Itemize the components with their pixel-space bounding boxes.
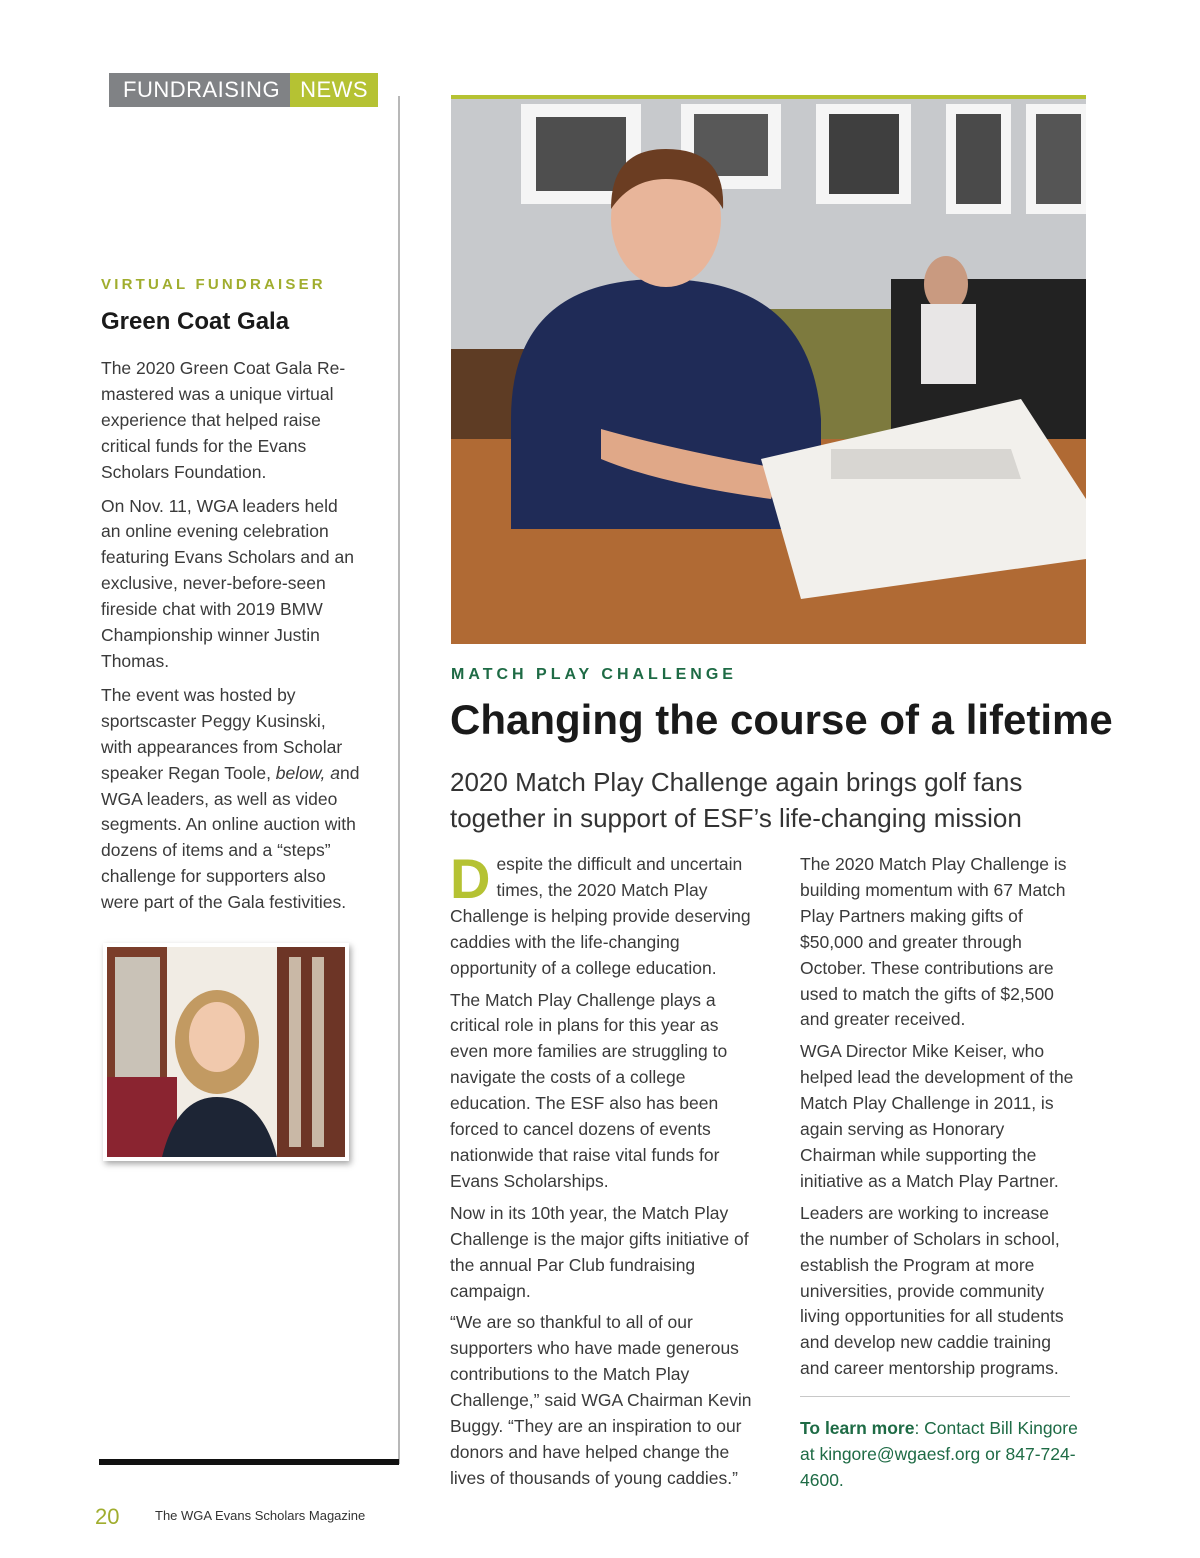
- main-photo: [451, 95, 1086, 644]
- article-paragraph: The Match Play Challenge plays a critical role in plans for this year as even more families are struggling to navigate the costs of a college education. The ESF also has been forced to cancel dozens of events nationwide that raise vital funds for Evans Scholarships.: [450, 989, 728, 1191]
- section-tag: [109, 73, 378, 107]
- sidebar-text: The event was hosted by sportscaster Peggy Kusinski, with appearances from Scholar speaker Regan Toole,: [101, 684, 343, 783]
- section-label: FUNDRAISING: [109, 73, 290, 107]
- article-column-2: [800, 852, 1075, 1388]
- learn-more-contact: : Contact Bill Kingore at kingore@wgaesf.org or 847-724-4600.: [800, 1418, 1078, 1490]
- sidebar-paragraph: On Nov. 11, WGA leaders held an online evening celebration featuring Evans Scholars and an exclusive, never-before-seen fireside chat with 2019 BMW Championship winner Justin Thomas.: [101, 495, 354, 671]
- article-paragraph: “We are so thankful to all of our supporters who have made generous contributions to the Match Play Challenge,” said WGA Chairman Kevin Buggy. “They are an inspiration to our donors and have helped change the lives of thousands of young caddies.”: [450, 1312, 752, 1488]
- sidebar-title: Green Coat Gala: [101, 308, 290, 335]
- article-paragraph: Now in its 10th year, the Match Play Challenge is the major gifts initiative of the annual Par Club fundraising campaign.: [450, 1202, 749, 1301]
- sidebar-text: nd WGA leaders, as well as video segments. An online auction with dozens of items and a “steps” challenge for supporters also were part of the Gala festivities.: [101, 762, 360, 913]
- article-paragraph: WGA Director Mike Keiser, who helped lead the development of the Match Play Challenge in 2011, is again serving as Honorary Chairman while supporting the initiative as a Match Play Partner.: [800, 1041, 1074, 1191]
- sidebar-paragraph: The 2020 Green Coat Gala Re-mastered was a unique virtual experience that helped raise critical funds for the Evans Scholars Foundation.: [101, 358, 346, 482]
- sidebar-body: [101, 356, 361, 924]
- section-sublabel: NEWS: [290, 73, 378, 107]
- drop-cap: D: [450, 847, 491, 910]
- learn-more-divider: [800, 1396, 1070, 1397]
- column-divider: [398, 96, 400, 1464]
- article-paragraph: Leaders are working to increase the number of Scholars in school, establish the Program at more universities, provide community living opportunities for all students and develop new caddie training and career mentorship programs.: [800, 1202, 1064, 1379]
- article-paragraph: [450, 847, 755, 982]
- article-title: Changing the course of a lifetime: [450, 696, 1113, 743]
- sidebar-photo: [103, 943, 349, 1161]
- article-kicker: MATCH PLAY CHALLENGE: [451, 666, 737, 683]
- sidebar-paragraph: [101, 683, 361, 916]
- article-text: espite the difficult and uncertain times, the 2020 Match Play Challenge is helping provide deserving caddies with the life-changing opportunity of a college education.: [450, 854, 751, 978]
- article-column-1: [450, 847, 755, 1498]
- magazine-name: The WGA Evans Scholars Magazine: [155, 1508, 366, 1523]
- learn-more: [800, 1415, 1080, 1493]
- page-number: 20: [95, 1504, 120, 1529]
- sidebar-kicker: VIRTUAL FUNDRAISER: [101, 276, 326, 293]
- article-subtitle: 2020 Match Play Challenge again brings golf fans together in support of ESF’s life-changing mission: [450, 767, 1023, 833]
- sidebar-bottom-rule: [99, 1459, 399, 1465]
- learn-more-label: To learn more: [800, 1418, 915, 1438]
- article-paragraph: The 2020 Match Play Challenge is building momentum with 67 Match Play Partners making gifts of $50,000 and greater through October. These contributions are used to match the gifts of $2,500 and greater received.: [800, 854, 1067, 1030]
- sidebar-emphasis: below, a: [275, 762, 341, 783]
